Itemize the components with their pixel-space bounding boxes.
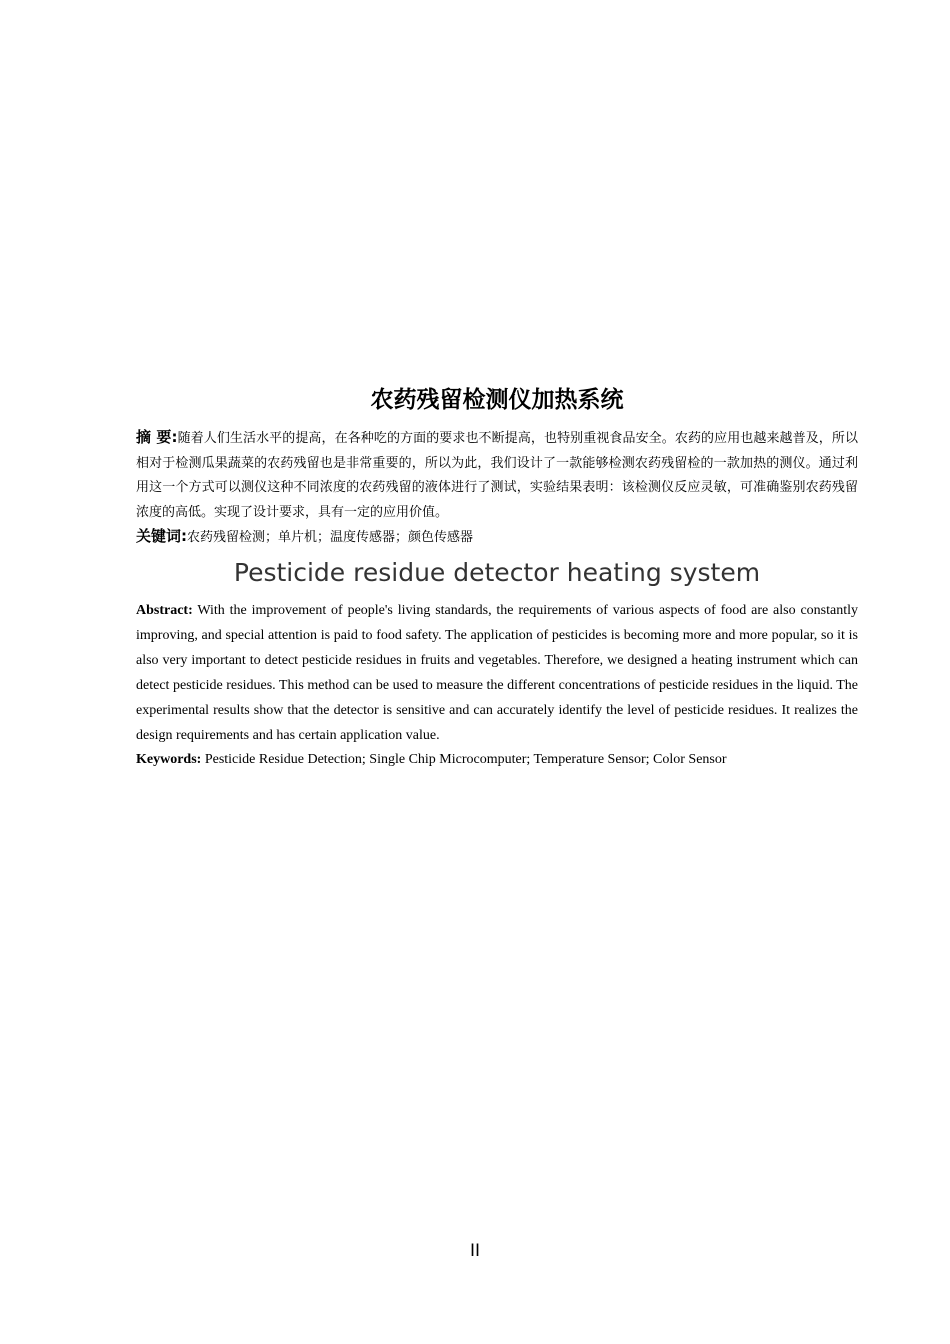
chinese-title: 农药残留检测仪加热系统 — [370, 387, 624, 413]
english-title: Pesticide residue detector heating system — [233, 558, 761, 587]
page-number: II — [469, 1241, 481, 1261]
english-keywords — [136, 747, 858, 772]
english-keywords-text: Pesticide Residue Detection; Single Chip Microcomputer; Temperature Sensor; Color Sensor — [201, 752, 727, 767]
chinese-abstract-text: 随着人们生活水平的提高，在各种吃的方面的要求也不断提高，也特别重视食品安全。农药的应用也越来越普及，所以相对于检测瓜果蔬菜的农药残留也是非常重要的，所以为此，我们设计了一款能够检测农药残留检的一款加热的测仪。通过利用这一个方式可以测仪这种不同浓度的农药残留的液体进行了测试，实验结果表明：该检测仪反应灵敏，可准确鉴别农药残留浓度的高低。实现了设计要求，具有一定的应用价值。 — [136, 431, 858, 521]
english-abstract-label: Abstract: — [136, 603, 193, 618]
chinese-keywords-text: 农药残留检测；单片机；温度传感器；颜色传感器 — [187, 530, 474, 545]
english-abstract — [136, 598, 858, 748]
english-keywords-label: Keywords: — [136, 752, 202, 767]
chinese-abstract-label: 摘 要: — [136, 428, 178, 446]
chinese-keywords-label: 关键词: — [136, 527, 187, 545]
english-abstract-text: With the improvement of people's living standards, the requirements of various aspects of food are also constantly improving, and special attention is paid to food safety. The application of pesticides is becoming more and more popular, so it is also very important to detect pesticide residues in fruits and vegetables. Therefore, we designed a heating instrument which can detect pesticide residues. This method can be used to measure the different concentrations of pesticide residues in the liquid. The experimental results show that the detector is sensitive and can accurately identify the level of pesticide residues. It realizes the design requirements and has certain application value. — [136, 603, 858, 743]
chinese-abstract — [136, 425, 858, 526]
chinese-keywords — [136, 524, 858, 550]
